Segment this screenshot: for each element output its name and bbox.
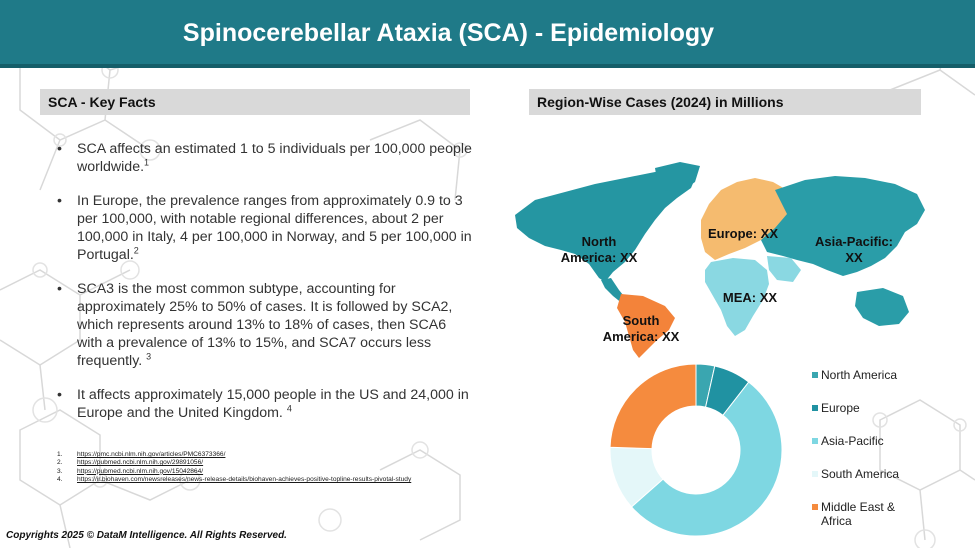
donut-slice-middle-east-africa [610, 364, 696, 449]
reference-link[interactable]: https://pubmed.ncbi.nlm.nih.gov/29891056/ [77, 459, 204, 467]
map-label-south-america [594, 313, 688, 345]
label-line: South [622, 313, 660, 328]
region-cases-header: Region-Wise Cases (2024) in Millions [529, 89, 921, 115]
map-label-mea [714, 290, 786, 306]
legend-item-south-america [812, 467, 922, 500]
fact-bullet [57, 140, 475, 176]
key-facts-header: SCA - Key Facts [40, 89, 470, 115]
reference-link[interactable]: https://pubmed.ncbi.nlm.nih.gov/15042864/ [77, 467, 204, 475]
fact-ref: 3 [146, 351, 152, 362]
copyright-notice: Copyrights 2025 © DataM Intelligence. All Rights Reserved. [6, 530, 287, 541]
fact-ref: 2 [133, 245, 139, 256]
legend-item-north-america [812, 368, 922, 401]
map-region-australia [855, 288, 909, 326]
reference-item [57, 451, 477, 459]
fact-ref: 1 [144, 157, 150, 168]
fact-bullet [57, 280, 475, 370]
reference-link[interactable]: https://ir.biohaven.com/newsreleases/news-release-details/biohaven-achieves-positive-topline-results-pivotal-study [77, 475, 412, 483]
label-line: Asia-Pacific: [814, 234, 894, 249]
legend-label: Asia-Pacific [821, 434, 884, 448]
label-line: MEA: XX [722, 290, 778, 305]
reference-number: 3. [57, 467, 63, 475]
legend-swatch [812, 405, 818, 411]
reference-number: 2. [57, 459, 63, 467]
map-region-middle-east [767, 256, 801, 282]
legend-label: South America [821, 467, 900, 481]
region-donut-chart [610, 364, 782, 536]
legend-label: North America [821, 368, 898, 382]
reference-link[interactable]: https://pmc.ncbi.nlm.nih.gov/articles/PMC6373366/ [77, 451, 226, 458]
chart-legend [812, 368, 922, 533]
legend-swatch [812, 471, 818, 477]
fact-bullet [57, 386, 475, 422]
page-title: Spinocerebellar Ataxia (SCA) - Epidemiology [182, 19, 715, 47]
reference-item [57, 476, 477, 484]
reference-list [57, 451, 477, 484]
fact-text: SCA affects an estimated 1 to 5 individuals per 100,000 people worldwide. [77, 141, 472, 175]
label-line: America: XX [560, 250, 638, 265]
legend-swatch [812, 438, 818, 444]
legend-swatch [812, 504, 818, 510]
map-label-north-america [552, 234, 646, 266]
legend-label: Middle East & Africa [821, 500, 896, 528]
label-line: XX [845, 250, 863, 265]
fact-text: SCA3 is the most common subtype, accounting for approximately 25% to 50% of cases. It is followed by SCA2, which represents around 13% to 18% of cases, then SCA6 with a prevalence of 13% to 15%, and SCA7 occurs less frequently. [77, 281, 453, 369]
label-line: North [581, 234, 617, 249]
title-bar [0, 0, 975, 68]
legend-item-asia-pacific [812, 434, 922, 467]
legend-label: Europe [821, 401, 860, 415]
key-facts-list [57, 140, 475, 438]
label-line: America: XX [602, 329, 680, 344]
title-accent-line [0, 64, 975, 68]
reference-number: 1. [57, 451, 63, 458]
label-line: Europe: XX [707, 226, 779, 241]
reference-item [57, 459, 477, 467]
reference-number: 4. [57, 475, 63, 483]
fact-bullet [57, 192, 475, 264]
legend-swatch [812, 372, 818, 378]
fact-text: It affects approximately 15,000 people in the US and 24,000 in Europe and the United Kingdom. [77, 387, 469, 421]
legend-item-europe [812, 401, 922, 434]
reference-item [57, 468, 477, 476]
fact-text: In Europe, the prevalence ranges from approximately 0.9 to 3 per 100,000, with notable regional differences, about 2 per 100,000 in Italy, 4 per 100,000 in Norway, and 5 per 100,000 in Portugal. [77, 193, 472, 263]
map-label-europe [700, 226, 786, 242]
fact-ref: 4 [286, 403, 292, 414]
map-label-asia-pacific [806, 234, 902, 266]
legend-item-middle-east-africa [812, 500, 922, 533]
